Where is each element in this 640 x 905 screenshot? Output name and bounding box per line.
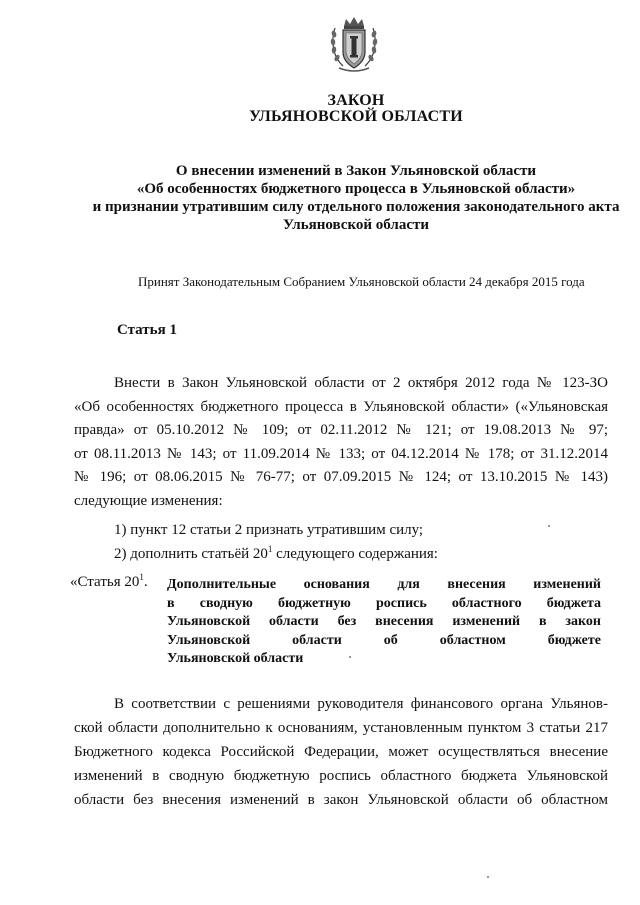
new-article-label-superscript: 1 (139, 572, 144, 582)
paragraph-line: от 08.11.2013 № 143; от 11.09.2014 № 133; от 04.12.2014 № 178; от 31.12.2014 (74, 445, 608, 462)
scan-speck (487, 876, 489, 878)
new-article-body-paragraph (74, 692, 608, 812)
ulyanovsk-oblast-coat-of-arms-icon (329, 14, 379, 74)
new-article-title-line: Ульяновской области без внесения изменений в закон (167, 614, 601, 629)
paragraph-line: следующие изменения: (74, 492, 223, 509)
document-region: УЛЬЯНОВСКОЙ ОБЛАСТИ (249, 108, 463, 125)
amendment-item-1: 1) пункт 12 статьи 2 признать утратившим силу; (114, 522, 424, 538)
adoption-note: Принят Законодательным Собранием Ульяновской области 24 декабря 2015 года (138, 274, 585, 289)
article-heading: Статья 1 (117, 322, 177, 338)
law-title-line: «Об особенностях бюджетного процесса в Ульяновской области» (136, 181, 576, 197)
paragraph-line: изменений в сводную бюджетную роспись областного бюджета Ульяновской (74, 768, 608, 784)
item2-superscript: 1 (267, 544, 273, 554)
new-article-title-line: в сводную бюджетную роспись областного бюджета (167, 595, 601, 611)
new-article-title (167, 576, 601, 669)
new-article-label-suffix: . (143, 574, 148, 590)
scan-speck (548, 525, 550, 527)
scan-speck (349, 656, 351, 658)
law-title-line: О внесении изменений в Закон Ульяновской области (175, 163, 537, 179)
new-article-label-prefix: «Статья 20 (70, 574, 140, 590)
item2-prefix: 2) дополнить статьёй 20 (114, 546, 268, 562)
new-article-title-line: Ульяновской области об областном бюджете (167, 632, 601, 648)
paragraph-line: ской области дополнительно к основаниям, установленным пунктом 3 статьи 217 (74, 720, 608, 736)
new-article-label (70, 574, 148, 591)
paragraph-line: Бюджетного кодекса Российской Федерации, может осуществляться внесение (74, 744, 608, 760)
document-type: ЗАКОН (327, 92, 385, 109)
new-article-title-line: Ульяновской области (167, 651, 304, 666)
paragraph-line: Внести в Закон Ульяновской области от 2 октября 2012 года № 123-ЗО (114, 375, 608, 391)
law-title (36, 162, 640, 234)
law-title-line: Ульяновской области (282, 217, 430, 233)
paragraph-line: В соответствии с решениями руководителя финансового органа Ульянов- (114, 696, 608, 712)
paragraph-line: области без внесения изменений в закон Ульяновской области об областном (74, 792, 608, 808)
article-intro-paragraph (74, 372, 608, 513)
paragraph-line: правда» от 05.10.2012 № 109; от 02.11.2012 № 121; от 19.08.2013 № 97; (74, 422, 608, 438)
amendment-item-2 (114, 546, 438, 563)
item2-suffix: следующего содержания: (272, 546, 438, 562)
paragraph-line: № 196; от 08.06.2015 № 76-77; от 07.09.2015 № 124; от 13.10.2015 № 143) (74, 469, 608, 485)
new-article-title-line: Дополнительные основания для внесения изменений (167, 577, 601, 592)
law-title-line: и признании утратившим силу отдельного положения законодательного акта (92, 199, 620, 215)
paragraph-line: «Об особенностях бюджетного процесса в Ульяновской области» («Ульяновская (74, 398, 608, 415)
